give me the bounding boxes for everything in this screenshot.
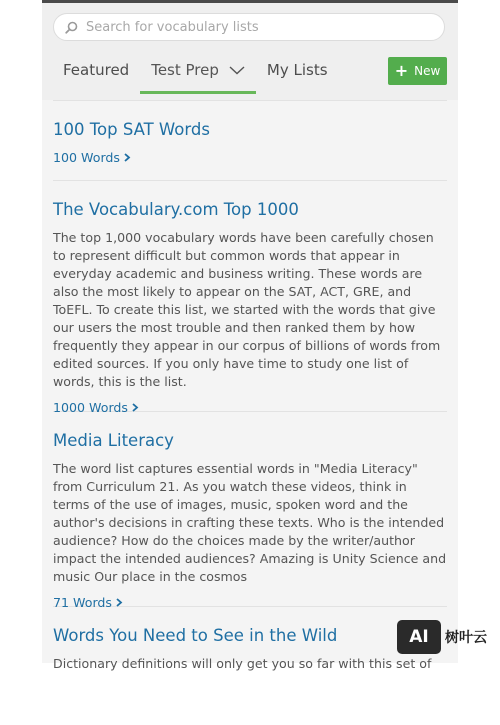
tab-my-lists[interactable] — [256, 49, 339, 94]
list-description: The word list captures essential words in "Media Literacy" from Curriculum 21. As you watch these videos, think in terms of the use of images, music, spoken word and the author's decisions in crafting these texts. Who is the intended audience? How do the choices made by the writer/author impact the intended audiences? Amazing is Unity Science and music Our place in the cosmos — [53, 461, 447, 584]
search-icon — [65, 21, 78, 34]
list-title[interactable]: 100 Top SAT Words — [53, 120, 210, 139]
chevron-right-icon — [132, 403, 138, 412]
tab-label: My Lists — [266, 61, 328, 79]
header — [42, 3, 458, 100]
search-bar[interactable] — [53, 13, 445, 41]
word-count-label: 1000 Words — [53, 400, 128, 415]
new-button-label: New — [414, 64, 441, 78]
plus-icon: + — [394, 61, 409, 80]
word-count-label: 100 Words — [53, 150, 120, 165]
watermark-logo: AI — [397, 620, 441, 654]
list-title[interactable]: The Vocabulary.com Top 1000 — [53, 200, 299, 219]
tab-label: Test Prep — [151, 61, 219, 79]
list-item — [53, 411, 447, 610]
chevron-right-icon — [116, 598, 122, 607]
app-window — [42, 0, 458, 671]
tab-bar — [52, 49, 339, 93]
word-count-link[interactable] — [53, 595, 122, 610]
word-count-link[interactable] — [53, 150, 130, 165]
chevron-down-icon — [229, 66, 245, 75]
vocab-list-feed — [53, 100, 447, 725]
list-item — [53, 100, 447, 180]
watermark — [397, 617, 497, 657]
list-title[interactable]: Media Literacy — [53, 431, 174, 450]
tab-test-prep[interactable] — [140, 49, 256, 94]
chevron-right-icon — [124, 153, 130, 162]
new-list-button[interactable] — [388, 57, 447, 85]
watermark-text: 树叶云 — [445, 630, 487, 646]
list-title[interactable]: Words You Need to See in the Wild — [53, 626, 338, 645]
list-item — [53, 606, 447, 725]
word-count-link[interactable] — [53, 400, 138, 415]
tab-featured[interactable] — [52, 49, 140, 94]
list-item — [53, 180, 447, 415]
tab-label: Featured — [63, 61, 130, 79]
list-description: Dictionary definitions will only get you so far with this set of — [53, 656, 432, 671]
list-description: The top 1,000 vocabulary words have been carefully chosen to represent difficult but common words that appear in everyday academic and business writing. These words are also the most likely to appear on the SAT, ACT, GRE, and ToEFL. To create this list, we started with the words that give our users the most trouble and then ranked them by how frequently they appear in our corpus of billions of words from edited sources. If you only have time to study one list of words, this is the list. — [53, 230, 441, 389]
search-input[interactable] — [84, 19, 428, 36]
word-count-label: 71 Words — [53, 595, 112, 610]
